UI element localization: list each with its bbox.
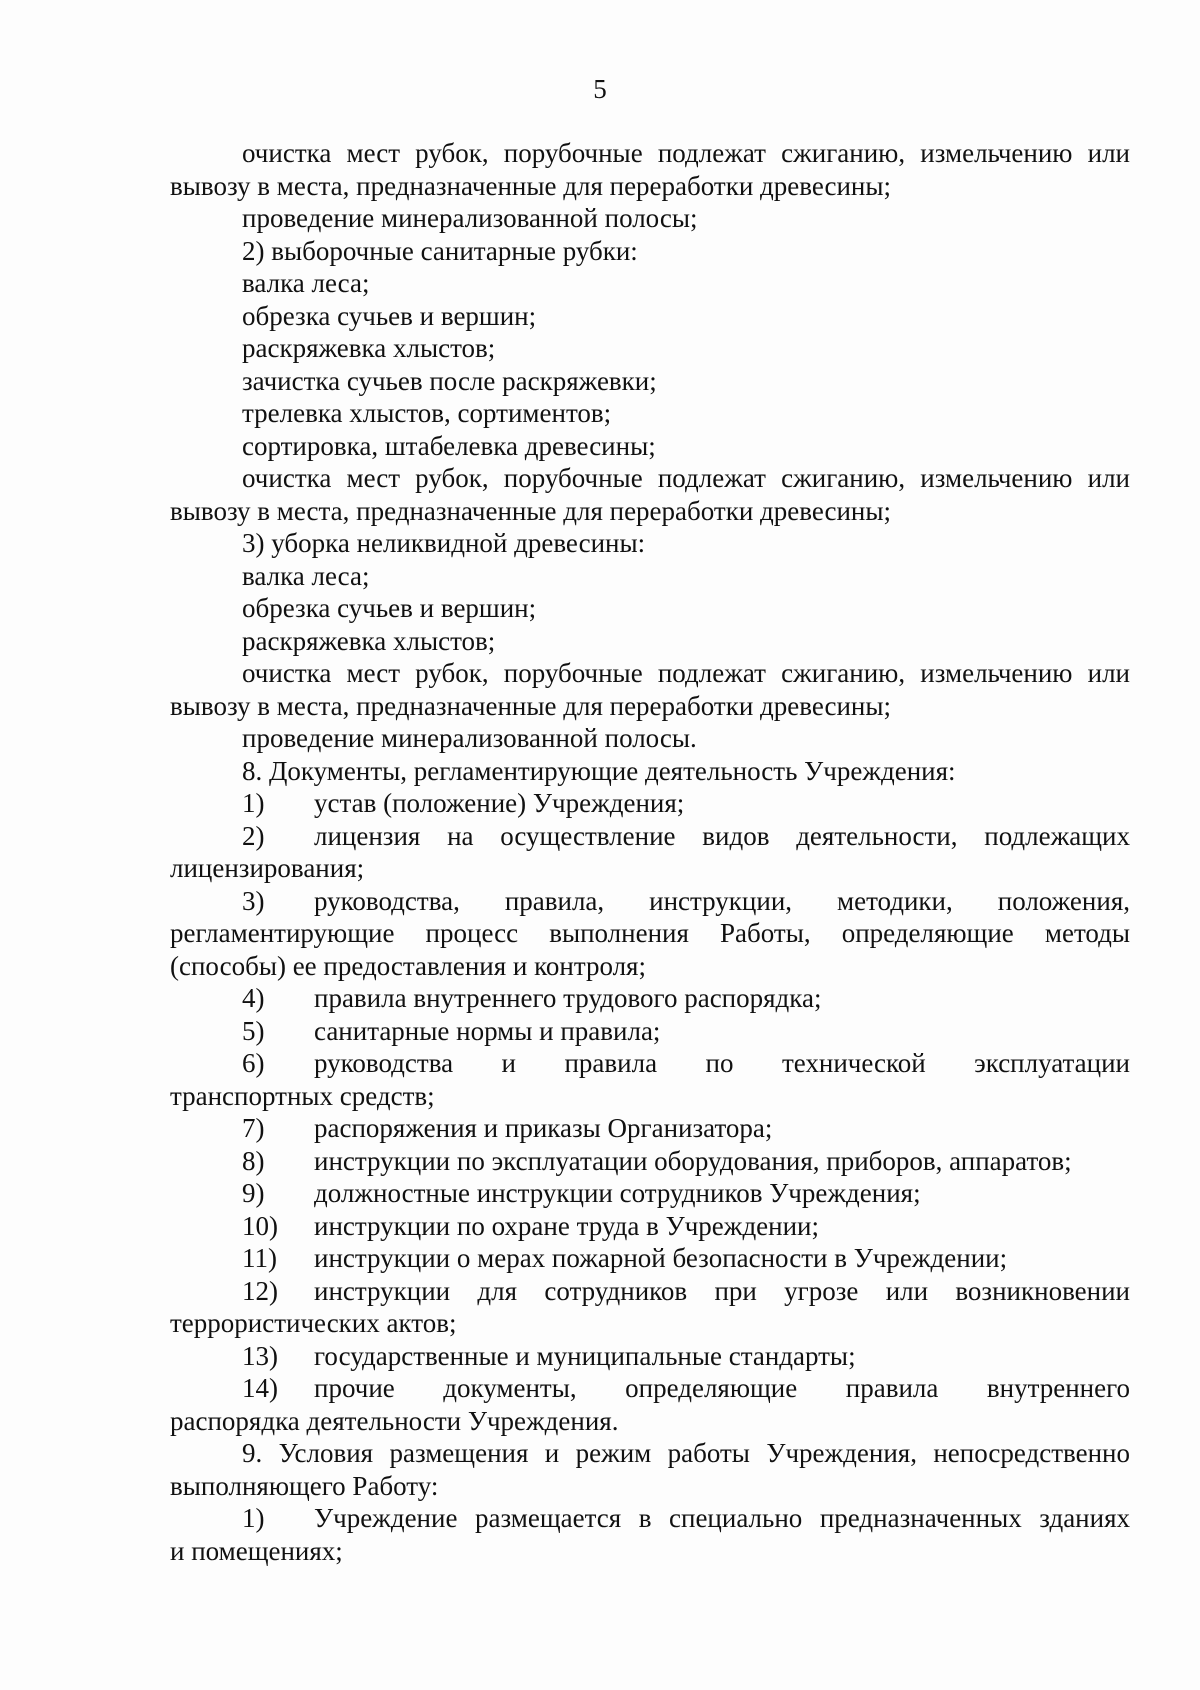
list-item-text: санитарные нормы и правила; — [314, 1015, 661, 1046]
list-item-text: руководства, правила, инструкции, методики, положения, — [314, 885, 1130, 916]
list-item — [170, 1047, 1130, 1080]
list-item — [170, 820, 1130, 853]
list-item-number: 1) — [242, 788, 265, 818]
list-item — [170, 1502, 1130, 1535]
text-line: вывозу в места, предназначенные для переработки древесины; — [170, 495, 892, 526]
list-item-number: 12) — [242, 1275, 278, 1306]
text-line: выполняющего Работу: — [170, 1470, 439, 1501]
document-body — [170, 137, 1130, 1567]
text-line: очистка мест рубок, порубочные подлежат сжиганию, измельчению или — [242, 658, 1130, 688]
list-item-text: инструкции о мерах пожарной безопасности в Учреждении; — [314, 1243, 1008, 1273]
text-line: вывозу в места, предназначенные для переработки древесины; — [170, 690, 892, 721]
subsection-heading: 2) выборочные санитарные рубки: — [242, 235, 638, 266]
list-item-text: устав (положение) Учреждения; — [314, 788, 685, 818]
list-item-text: инструкции по охране труда в Учреждении; — [314, 1210, 820, 1241]
text-line: трелевка хлыстов, сортиментов; — [242, 398, 612, 428]
text-line: проведение минерализованной полосы; — [242, 203, 698, 233]
list-item-number: 13) — [242, 1340, 278, 1371]
list-item — [170, 1242, 1130, 1275]
list-item — [170, 885, 1130, 918]
text-line: раскряжевка хлыстов; — [242, 333, 496, 363]
text-line: лицензирования; — [170, 853, 365, 883]
list-item-text: Учреждение размещается в специально предназначенных зданиях — [314, 1503, 1130, 1533]
list-item-number: 3) — [242, 885, 265, 916]
text-line: регламентирующие процесс выполнения Работы, определяющие методы — [170, 918, 1130, 948]
list-item — [170, 1112, 1130, 1145]
list-item-number: 2) — [242, 820, 265, 851]
list-item — [170, 1015, 1130, 1048]
list-item-number: 8) — [242, 1145, 265, 1176]
text-line: транспортных средств; — [170, 1080, 435, 1111]
list-item-number: 14) — [242, 1373, 278, 1403]
text-line: сортировка, штабелевка древесины; — [242, 430, 656, 461]
text-line: зачистка сучьев после раскряжевки; — [242, 365, 657, 396]
text-line: валка леса; — [242, 268, 370, 298]
list-item-number: 7) — [242, 1113, 265, 1143]
list-item-number: 4) — [242, 983, 265, 1013]
list-item — [170, 1210, 1130, 1243]
text-line: вывозу в места, предназначенные для переработки древесины; — [170, 170, 892, 201]
list-item-text: правила внутреннего трудового распорядка; — [314, 983, 822, 1013]
text-line: валка леса; — [242, 560, 370, 591]
list-item-text: руководства и правила по технической эксплуатации — [314, 1048, 1130, 1078]
list-item-text: инструкции для сотрудников при угрозе или возникновении — [314, 1275, 1130, 1306]
list-item-text: государственные и муниципальные стандарты; — [314, 1340, 856, 1371]
text-line: обрезка сучьев и вершин; — [242, 593, 537, 623]
text-line: (способы) ее предоставления и контроля; — [170, 950, 646, 981]
text-line: раскряжевка хлыстов; — [242, 625, 496, 656]
section-heading: 9. Условия размещения и режим работы Учреждения, непосредственно — [242, 1438, 1130, 1468]
text-line: очистка мест рубок, порубочные подлежат сжиганию, измельчению или — [242, 463, 1130, 493]
list-item-number: 11) — [242, 1243, 277, 1273]
section-heading: 8. Документы, регламентирующие деятельность Учреждения: — [242, 755, 956, 786]
list-item-number: 5) — [242, 1015, 265, 1046]
list-item-text: лицензия на осуществление видов деятельности, подлежащих — [314, 820, 1130, 851]
list-item-text: должностные инструкции сотрудников Учреждения; — [314, 1178, 921, 1208]
list-item-number: 9) — [242, 1178, 265, 1208]
list-item — [170, 1275, 1130, 1308]
list-item-text: инструкции по эксплуатации оборудования, приборов, аппаратов; — [314, 1145, 1072, 1176]
list-item — [170, 1372, 1130, 1405]
list-item — [170, 982, 1130, 1015]
list-item — [170, 787, 1130, 820]
list-item-number: 6) — [242, 1048, 265, 1078]
text-line: террористических актов; — [170, 1308, 457, 1338]
text-line: очистка мест рубок, порубочные подлежат сжиганию, измельчению или — [242, 138, 1130, 168]
page-number: 5 — [593, 74, 607, 104]
list-item-number: 1) — [242, 1503, 265, 1533]
list-item-number: 10) — [242, 1210, 278, 1241]
subsection-heading: 3) уборка неликвидной древесины: — [242, 528, 646, 558]
list-item-text: распоряжения и приказы Организатора; — [314, 1113, 773, 1143]
text-line: распорядка деятельности Учреждения. — [170, 1405, 619, 1436]
text-line: проведение минерализованной полосы. — [242, 723, 697, 753]
list-item — [170, 1177, 1130, 1210]
list-item — [170, 1340, 1130, 1373]
list-item — [170, 1145, 1130, 1178]
text-line: обрезка сучьев и вершин; — [242, 300, 537, 331]
list-item-text: прочие документы, определяющие правила внутреннего — [314, 1373, 1130, 1403]
text-line: и помещениях; — [170, 1535, 343, 1566]
